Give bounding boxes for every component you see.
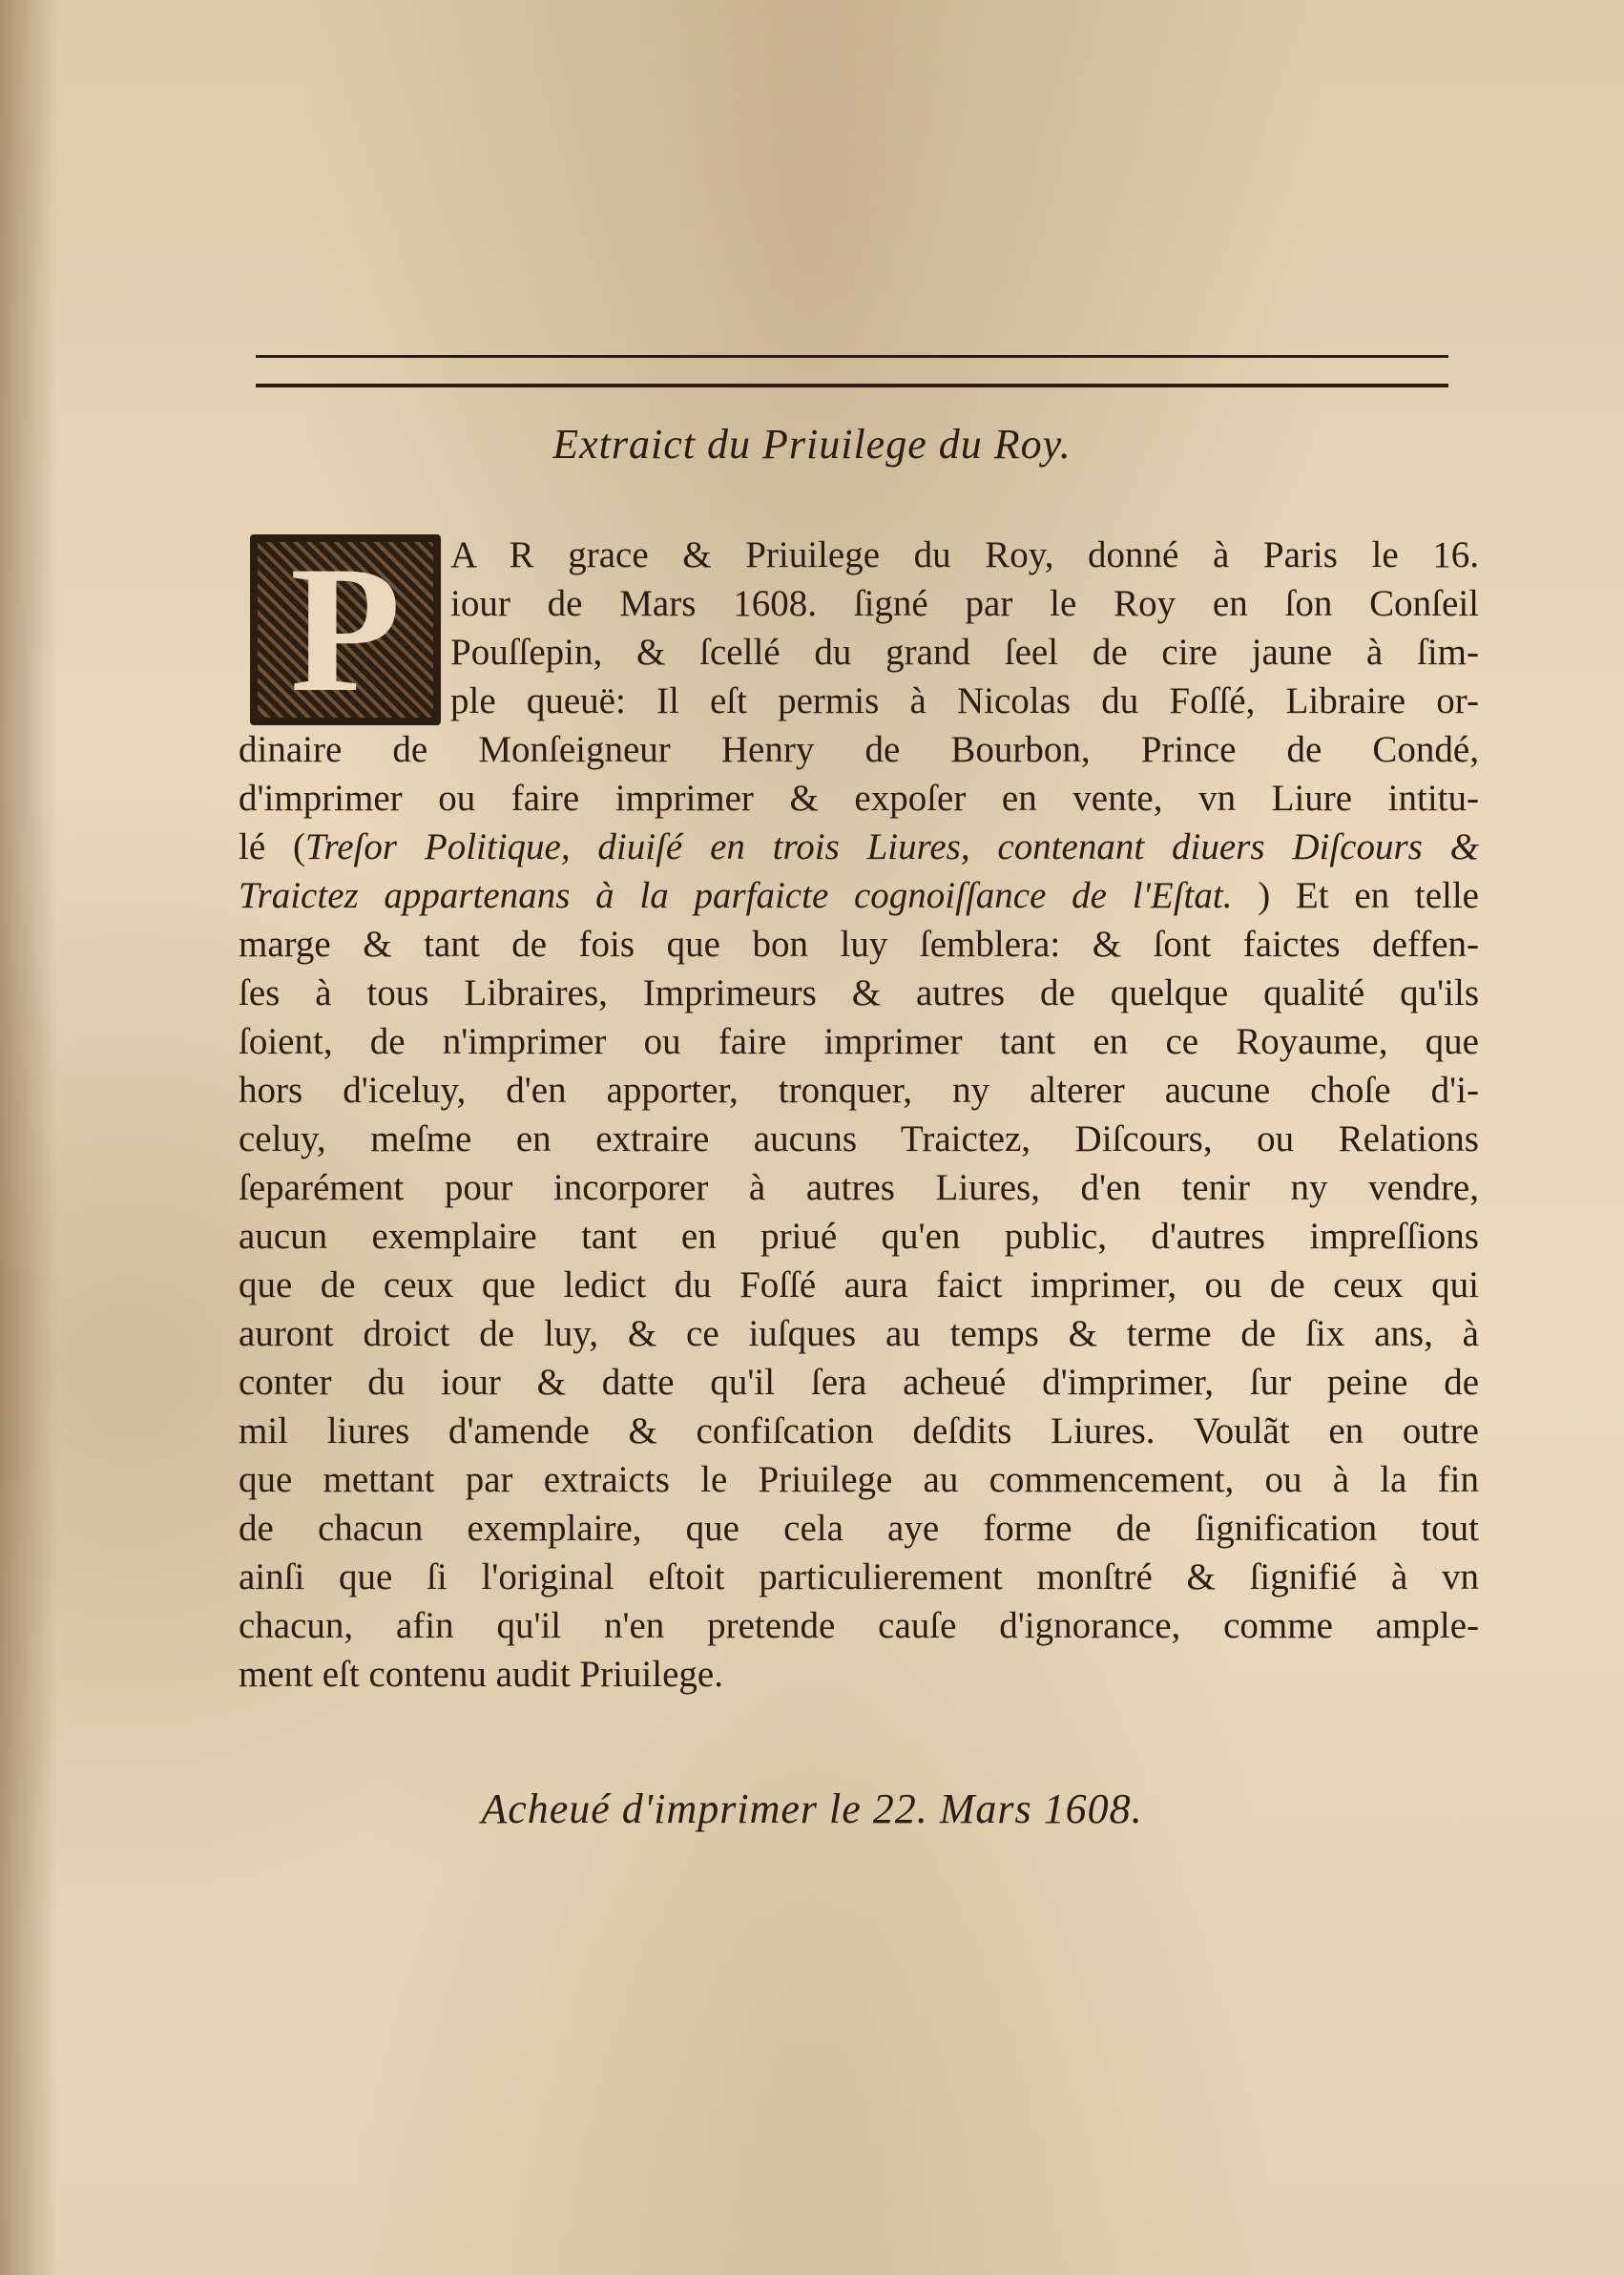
text-line: ſes à tous Libraires, Imprimeurs & autres de quelque qualité qu'ils bbox=[239, 972, 1479, 1013]
initial-letter: P bbox=[289, 530, 402, 730]
gutter-shadow bbox=[0, 0, 57, 2275]
page-heading: Extraict du Priuilege du Roy. bbox=[552, 421, 1072, 468]
book-title-part-1: Treſor Politique, diuiſé en trois Liures, contenant diuers Diſcours & bbox=[304, 826, 1480, 867]
header-rule-top bbox=[256, 355, 1448, 358]
text-line: d'imprimer ou faire imprimer & expoſer en vente, vn Liure intitu- bbox=[239, 778, 1479, 819]
text-line: ainſi que ſi l'original eſtoit particulierement monſtré & ſignifié à vn bbox=[239, 1556, 1479, 1597]
text-line-with-title bbox=[239, 823, 1479, 871]
text-line: de chacun exemplaire, que cela aye forme de ſignification tout bbox=[239, 1508, 1479, 1549]
text-line: marge & tant de fois que bon luy ſemblera: & ſont faictes deffen- bbox=[239, 924, 1479, 965]
text-line: auront droict de luy, & ce iuſques au temps & terme de ſix ans, à bbox=[239, 1313, 1479, 1354]
text-line: hors d'iceluy, d'en apporter, tronquer, ny alterer aucune choſe d'i- bbox=[239, 1070, 1479, 1111]
text-line: A R grace & Priuilege du Roy, donné à Paris le 16. bbox=[450, 534, 1479, 575]
text-line: ment eſt contenu audit Priuilege. bbox=[239, 1654, 723, 1695]
text-line-with-title bbox=[239, 871, 1479, 920]
colophon: Acheué d'imprimer le 22. Mars 1608. bbox=[481, 1785, 1143, 1832]
text-line: que de ceux que ledict du Foſſé aura faict imprimer, ou de ceux qui bbox=[239, 1264, 1479, 1305]
text-segment: lé ( bbox=[239, 826, 305, 867]
text-line: celuy, meſme en extraire aucuns Traictez, Diſcours, ou Relations bbox=[239, 1118, 1479, 1159]
book-title-part-2: Traictez appartenans à la parfaicte cognoiſſance de l'Eſtat. bbox=[239, 875, 1233, 916]
text-line: conter du iour & datte qu'il ſera acheué d'imprimer, ſur peine de bbox=[239, 1362, 1479, 1403]
text-line: ſoient, de n'imprimer ou faire imprimer tant en ce Royaume, que bbox=[239, 1021, 1479, 1062]
text-line: ple queuë: Il eſt permis à Nicolas du Foſſé, Libraire or- bbox=[450, 680, 1479, 721]
privilege-text bbox=[239, 531, 1479, 1699]
text-line: ſeparément pour incorporer à autres Liures, d'en tenir ny vendre, bbox=[239, 1167, 1479, 1208]
header-rule-bottom bbox=[256, 384, 1448, 387]
text-line: dinaire de Monſeigneur Henry de Bourbon, Prince de Condé, bbox=[239, 729, 1479, 770]
text-line: iour de Mars 1608. ſigné par le Roy en ſon Conſeil bbox=[450, 583, 1479, 624]
text-segment: ) Et en telle bbox=[1258, 875, 1479, 916]
text-line: chacun, afin qu'il n'en pretende cauſe d'ignorance, comme ample- bbox=[239, 1605, 1479, 1646]
text-line: Pouſſepin, & ſcellé du grand ſeel de cire jaune à ſim- bbox=[450, 632, 1479, 673]
text-line: mil liures d'amende & confiſcation deſdits Liures. Voulãt en outre bbox=[239, 1410, 1479, 1451]
text-line: que mettant par extraicts le Priuilege au commencement, ou à la fin bbox=[239, 1459, 1479, 1500]
text-line: aucun exemplaire tant en priué qu'en public, d'autres impreſſions bbox=[239, 1216, 1479, 1257]
